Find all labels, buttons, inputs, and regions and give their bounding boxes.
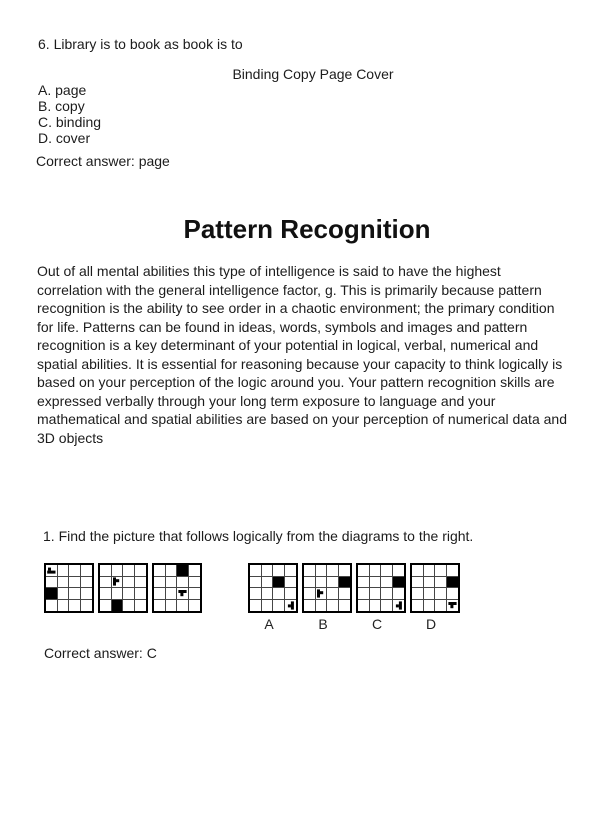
grid-cell — [273, 600, 285, 612]
grid-cell — [177, 600, 189, 612]
grid-cell — [358, 565, 370, 577]
question6-correct-answer: Correct answer: page — [36, 153, 170, 169]
grid-cell — [435, 565, 447, 577]
flag-up-left-icon — [46, 565, 58, 577]
pattern-grid — [98, 563, 148, 613]
grid-cell — [358, 577, 370, 589]
answer-option-A — [248, 563, 298, 631]
pattern-grid — [410, 563, 460, 613]
grid-cell — [100, 577, 112, 589]
grid-cell — [135, 600, 147, 612]
question1-correct-answer: Correct answer: C — [44, 645, 157, 661]
grid-cell — [339, 565, 351, 577]
grid-cell — [327, 577, 339, 589]
grid-cell — [189, 600, 201, 612]
grid-cell — [358, 588, 370, 600]
grid-cell — [112, 565, 124, 577]
grid-cell — [304, 577, 316, 589]
grid-cell — [381, 565, 393, 577]
grid-cell — [393, 588, 405, 600]
grid-cell — [316, 600, 328, 612]
grid-cell — [100, 600, 112, 612]
question1-prompt: 1. Find the picture that follows logically from the diagrams to the right. — [43, 528, 474, 544]
grid-cell — [262, 577, 274, 589]
question6-word-bank: Binding Copy Page Cover — [232, 66, 394, 82]
grid-cell — [370, 588, 382, 600]
grid-cell — [412, 588, 424, 600]
grid-cell — [189, 565, 201, 577]
grid-cell — [166, 588, 178, 600]
grid-cell — [69, 588, 81, 600]
answer-option-C — [356, 563, 406, 631]
flag-right-icon — [112, 577, 124, 589]
grid-cell — [154, 588, 166, 600]
grid-cell — [370, 577, 382, 589]
grid-cell — [370, 565, 382, 577]
grid-cell — [81, 588, 93, 600]
grid-cell — [262, 565, 274, 577]
grid-cell — [58, 600, 70, 612]
pattern-grid — [248, 563, 298, 613]
grid-cell — [285, 577, 297, 589]
grid-cell — [304, 565, 316, 577]
grid-cell — [381, 588, 393, 600]
question6-option-a: A. page — [38, 82, 87, 98]
black-cell — [112, 600, 124, 612]
grid-cell — [100, 588, 112, 600]
grid-cell — [166, 565, 178, 577]
grid-cell — [304, 600, 316, 612]
grid-cell — [381, 600, 393, 612]
grid-cell — [123, 565, 135, 577]
grid-cell — [81, 600, 93, 612]
grid-cell — [58, 577, 70, 589]
option-label-D: D — [425, 616, 437, 632]
grid-cell — [424, 600, 436, 612]
grid-cell — [250, 565, 262, 577]
grid-cell — [273, 588, 285, 600]
grid-cell — [304, 588, 316, 600]
grid-cell — [316, 577, 328, 589]
grid-cell — [135, 577, 147, 589]
flag-right-icon — [316, 588, 328, 600]
grid-cell — [435, 588, 447, 600]
grid-cell — [154, 577, 166, 589]
black-cell — [46, 588, 58, 600]
grid-cell — [262, 588, 274, 600]
grid-cell — [327, 600, 339, 612]
grid-cell — [166, 600, 178, 612]
grid-cell — [250, 600, 262, 612]
grid-cell — [412, 600, 424, 612]
grid-cell — [123, 600, 135, 612]
grid-cell — [69, 565, 81, 577]
grid-cell — [424, 577, 436, 589]
option-grids — [248, 563, 460, 631]
question6-options — [38, 82, 101, 146]
grid-cell — [58, 588, 70, 600]
answer-option-D — [410, 563, 460, 631]
flag-left-icon — [285, 600, 297, 612]
grid-cell — [358, 600, 370, 612]
grid-cell — [393, 565, 405, 577]
pattern-grid — [152, 563, 202, 613]
grid-cell — [412, 565, 424, 577]
grid-cell — [424, 565, 436, 577]
black-cell — [177, 565, 189, 577]
black-cell — [447, 577, 459, 589]
grid-cell — [381, 577, 393, 589]
grid-cell — [100, 565, 112, 577]
pattern-grid — [44, 563, 94, 613]
grid-cell — [177, 577, 189, 589]
grid-cell — [135, 588, 147, 600]
question6-option-b: B. copy — [38, 98, 85, 114]
option-label-C: C — [371, 616, 383, 632]
flag-left-icon — [393, 600, 405, 612]
black-cell — [339, 577, 351, 589]
grid-cell — [135, 565, 147, 577]
grid-cell — [154, 600, 166, 612]
black-cell — [393, 577, 405, 589]
grid-cell — [370, 600, 382, 612]
grid-cell — [327, 565, 339, 577]
grid-cell — [123, 588, 135, 600]
grid-cell — [250, 577, 262, 589]
section-heading: Pattern Recognition — [183, 214, 431, 244]
section-paragraph: Out of all mental abilities this type of intelligence is said to have the highest correlation with the general intelligence factor, g. This is primarily because pattern recognition is the ability to see order in a chaotic environment; the primary condition for life. Patterns can be found in ideas, words, symbols and images and pattern recognition is a key determinant of your potential in logical, verbal, numerical and spatial abilities. It is essential for reasoning because your capacity to think logically is based on your perception of the logic around you. Your pattern recognition skills are expressed verbally through your long term exposure to language and your mathematical and spatial abilities are based on your perception of numerical data and 3D objects — [37, 263, 567, 446]
grid-cell — [339, 588, 351, 600]
grid-cell — [189, 588, 201, 600]
grid-cell — [262, 600, 274, 612]
grid-cell — [435, 577, 447, 589]
grid-cell — [46, 577, 58, 589]
grid-cell — [424, 588, 436, 600]
black-cell — [273, 577, 285, 589]
grid-cell — [412, 577, 424, 589]
grid-cell — [69, 600, 81, 612]
sequence-grids — [44, 563, 202, 613]
grid-cell — [189, 577, 201, 589]
grid-cell — [285, 565, 297, 577]
grid-cell — [58, 565, 70, 577]
question6-option-c: C. binding — [38, 114, 102, 130]
grid-cell — [81, 565, 93, 577]
option-label-B: B — [318, 616, 328, 632]
grid-cell — [123, 577, 135, 589]
option-label-A: A — [264, 616, 274, 632]
grid-cell — [81, 577, 93, 589]
grid-cell — [250, 588, 262, 600]
answer-option-B — [302, 563, 352, 631]
grid-cell — [69, 577, 81, 589]
grid-cell — [316, 565, 328, 577]
grid-cell — [447, 565, 459, 577]
flag-down-icon — [447, 600, 459, 612]
pattern-grid — [302, 563, 352, 613]
grid-cell — [447, 588, 459, 600]
grid-cell — [112, 588, 124, 600]
grid-cell — [46, 600, 58, 612]
pattern-grid — [356, 563, 406, 613]
grid-cell — [154, 565, 166, 577]
grid-cell — [285, 588, 297, 600]
grid-cell — [339, 600, 351, 612]
grid-cell — [166, 577, 178, 589]
grid-cell — [273, 565, 285, 577]
grid-cell — [327, 588, 339, 600]
question6-option-d: D. cover — [38, 130, 91, 146]
flag-down-icon — [177, 588, 189, 600]
grid-cell — [435, 600, 447, 612]
question6-prompt: 6. Library is to book as book is to — [38, 36, 243, 52]
